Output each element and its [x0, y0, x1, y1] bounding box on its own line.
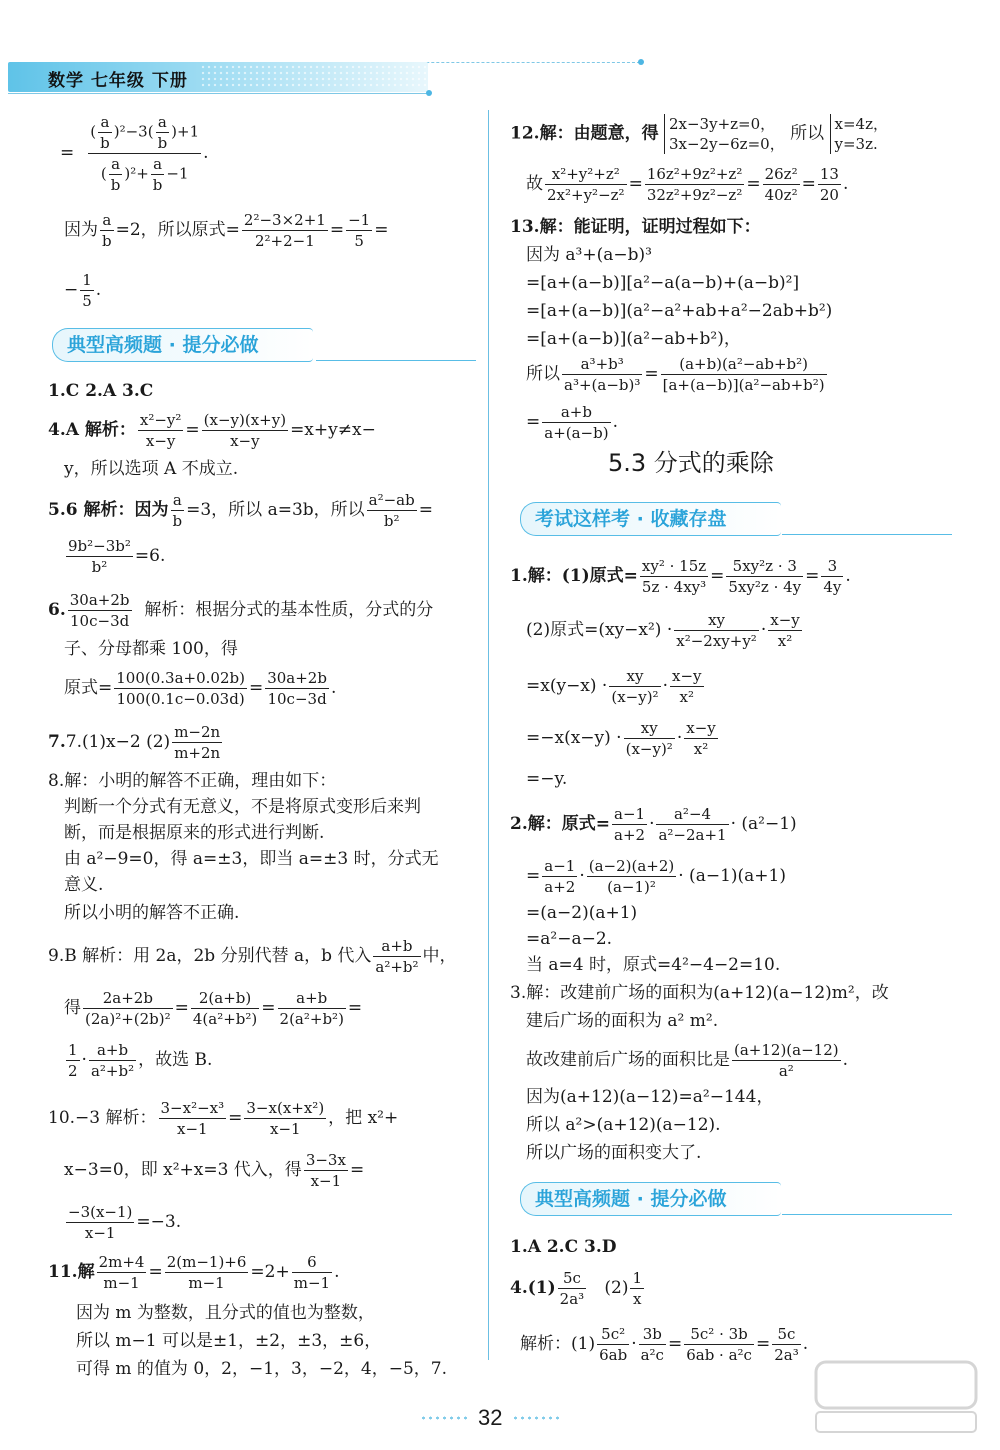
answer-1-3: 1.C 2.A 3.C: [48, 381, 154, 401]
exam-1: 1.解：(1)原式= $\frac{\text{xy² · 15z}}{\text{5z · 4xy³}}$ = $\frac{\text{5xy²z · 3}}{\text{5xy²z · 4y}}$ = $\frac{3}{4y}$ .: [510, 557, 851, 596]
high-freq-4-b: 解析：(1) $\frac{\text{5c²}}{6ab}$ · $\frac{3b}{\text{a²c}}$ = $\frac{\text{5c² · 3b}}{\text{6ab · a²c}}$ = $\frac{5c}{\text{2a³}}$ .: [520, 1325, 809, 1364]
section-header-3: [520, 1182, 781, 1216]
answer-8-e: 意义.: [64, 875, 104, 895]
answer-8-d: 由 a²−9=0，得 a=±3，即当 a=±3 时，分式无: [64, 849, 439, 869]
answer-13-g: = $\frac{a+b}{a+(a-b)}$ .: [526, 403, 618, 442]
section-title-2: 考试这样考 · 收藏存盘: [535, 508, 727, 530]
exam-1-b: (2)原式=(xy−x²) · $\frac{xy}{\text{x²−2xy+y²}}$ · $\frac{x-y}{\text{x²}}$: [526, 611, 800, 650]
answer-10: 10.−3 解析： $\frac{\text{3−x²−x³}}{x-1}$ = $\frac{\text{3−x(x+x²)}}{x-1}$ ，把 x²+: [48, 1099, 399, 1138]
answer-13-b: 因为 a³+(a−b)³: [526, 245, 652, 265]
answer-4-cont: y，所以选项 A 不成立.: [64, 459, 239, 479]
answer-5-cont: $\frac{\text{9b²−3b²}}{\text{b²}}$ =6.: [68, 537, 166, 576]
exam-2-b: = $\frac{a-1}{a+2}$ · $\frac{(a-2)(a+2)}{\text{(a−1)²}}$ · (a−1)(a+1): [526, 857, 786, 896]
header-title: 数学 七年级 下册: [48, 71, 188, 91]
watermark-logo-icon: [812, 1356, 982, 1436]
exam-1-d: =−x(x−y) · $\frac{xy}{\text{(x−y)²}}$ · $\frac{x-y}{\text{x²}}$: [526, 719, 716, 758]
answer-11: 11.解 $\frac{2m+4}{m-1}$ = $\frac{2(m-1)+6}{m-1}$ =2+ $\frac{6}{m-1}$ .: [48, 1253, 340, 1292]
column-divider: [488, 110, 489, 1360]
answer-8: 8.解：小明的解答不正确，理由如下：: [48, 771, 337, 791]
exam-2-e: 当 a=4 时，原式=4²−4−2=10.: [526, 955, 781, 975]
high-freq-1-3: 1.A 2.C 3.D: [510, 1237, 617, 1257]
answer-12-b: 故 $\frac{\text{x²+y²+z²}}{\text{2x²+y²−z²}}$ = $\frac{\text{16z²+9z²+z²}}{\text{32z²+9z²−z²}}$ = $\frac{\text{26z²}}{\text{40z²}}$ = $\frac{13}{20}$ .: [526, 165, 849, 204]
section-rule-3: [782, 1214, 952, 1215]
answer-13-e: =[a+(a−b)](a²−ab+b²)，: [526, 329, 741, 349]
header-underline: [8, 93, 428, 94]
section-header-2: [520, 502, 781, 536]
answer-10-c: $\frac{-3(x-1)}{x-1}$ =−3.: [68, 1203, 182, 1242]
exam-3-e: 所以 a²>(a+12)(a−12).: [526, 1115, 721, 1135]
answer-8-b: 判断一个分式有无意义，不是将原式变形后来判: [64, 797, 421, 817]
answer-11-c: 所以 m−1 可以是±1，±2，±3，±6，: [76, 1331, 382, 1351]
section-header-1: [52, 328, 313, 362]
answer-11-d: 可得 m 的值为 0，2，−1，3，−2，4，−5，7.: [76, 1359, 447, 1379]
expr-line-3: − $\frac{1}{5}$ .: [64, 271, 102, 310]
exam-2-d: =a²−a−2.: [526, 929, 613, 949]
answer-13-d: =[a+(a−b)](a²−a²+ab+a²−2ab+b²): [526, 301, 833, 321]
exam-2-c: =(a−2)(a+1): [526, 903, 638, 923]
exam-3: 3.解：改建前广场的面积为(a+12)(a−12)m²，改: [510, 983, 889, 1003]
exam-3-f: 所以广场的面积变大了.: [526, 1143, 702, 1163]
answer-13: 13.解：能证明，证明过程如下：: [510, 217, 761, 237]
exam-3-b: 建后广场的面积为 a² m².: [526, 1011, 719, 1031]
answer-9-b: 得 $\frac{2a+2b}{\text{(2a)²+(2b)²}}$ = $\frac{2(a+b)}{\text{4(a²+b²)}}$ = $\frac{a+b}{\text{2(a²+b²)}}$ =: [64, 989, 363, 1028]
page-deco-right: [512, 1415, 562, 1421]
exam-3-c: 故改建前后广场的面积比是 $\frac{(a+12)(a-12)}{\text{a²}}$ .: [526, 1041, 849, 1080]
answer-11-b: 因为 m 为整数，且分式的值也为整数，: [76, 1303, 375, 1323]
answer-13-c: =[a+(a−b)][a²−a(a−b)+(a−b)²]: [526, 273, 800, 293]
answer-9-c: $\frac{1}{2}$ · $\frac{a+b}{\text{a²+b²}}$ ，故选 B.: [68, 1041, 213, 1080]
answer-8-f: 所以小明的解答不正确.: [64, 903, 240, 923]
header-pattern: [200, 64, 440, 88]
page-deco-left: [420, 1415, 470, 1421]
answer-7: 7.7.(1)x−2 (2) $\frac{m-2n}{m+2n}$: [48, 723, 221, 762]
answer-12: 12.解：由题意，得 2x−3y+z=0， 3x−2y−6z=0， 所以 x=4z， y=3z.: [510, 115, 888, 153]
exam-3-d: 因为(a+12)(a−12)=a²−144，: [526, 1087, 774, 1107]
exam-1-c: =x(y−x) · $\frac{xy}{\text{(x−y)²}}$ · $\frac{x-y}{\text{x²}}$: [526, 667, 702, 706]
section-title-3: 典型高频题 · 提分必做: [535, 1188, 727, 1210]
answer-5: 5.6 解析：因为 $\frac{a}{b}$ =3，所以 a=3b，所以 $\frac{\text{a²−ab}}{\text{b²}}$ =: [48, 491, 433, 530]
high-freq-4: 4.(1) $\frac{5c}{\text{2a³}}$ (2) $\frac{1}{x}$: [510, 1269, 643, 1308]
section-rule-2: [782, 534, 952, 535]
answer-6-eq: 原式= $\frac{100(0.3a+0.02b)}{100(0.1c-0.03d)}$ = $\frac{30a+2b}{10c-3d}$ .: [64, 669, 337, 708]
answer-8-c: 断，而是根据原来的形式进行判断.: [64, 823, 325, 843]
exam-2: 2.解：原式= $\frac{a-1}{a+2}$ · $\frac{\text{a²−4}}{\text{a²−2a+1}}$ · (a²−1): [510, 805, 797, 844]
header-end-dot-icon: [426, 90, 432, 96]
answer-6-cont: 子、分母都乘 100，得: [64, 639, 238, 659]
section-heading-5-3: 5.3 分式的乘除: [608, 449, 774, 477]
answer-13-f: 所以 $\frac{\text{a³+b³}}{\text{a³+(a−b)³}}$ = $\frac{\text{(a+b)(a²−ab+b²)}}{\text{[a+(a−b)](a²−ab+b²)}}$: [526, 355, 825, 394]
exam-1-e: =−y.: [526, 769, 568, 789]
answer-10-b: x−3=0，即 x²+x=3 代入，得 $\frac{3-3x}{x-1}$ =: [64, 1151, 365, 1190]
expr-line-1: = ( $\frac{a}{b}$ )²−3( $\frac{a}{b}$ )+1 ( $\frac{a}{b}$ )²+ $\frac{a}{b}$ −1 .: [60, 113, 209, 194]
expr-line-2: 因为 $\frac{a}{b}$ =2，所以原式= $\frac{\text{2²−3×2+1}}{\text{2²+2−1}}$ = $\frac{-1}{5}$ =: [64, 211, 389, 250]
page-number: 32: [478, 1405, 503, 1430]
answer-4: 4.A 解析： $\frac{\text{x²−y²}}{x-y}$ = $\frac{(x-y)(x+y)}{x-y}$ =x+y≠x−: [48, 411, 376, 450]
section-rule-1: [316, 360, 476, 361]
answer-6: 6. $\frac{30a+2b}{10c-3d}$ 解析：根据分式的基本性质，分式的分: [48, 591, 434, 630]
answer-9: 9.B 解析：用 2a，2b 分别代替 a，b 代入 $\frac{a+b}{\text{a²+b²}}$ 中，: [48, 937, 457, 976]
header-dot-icon: [638, 59, 644, 65]
section-title-1: 典型高频题 · 提分必做: [67, 334, 259, 356]
